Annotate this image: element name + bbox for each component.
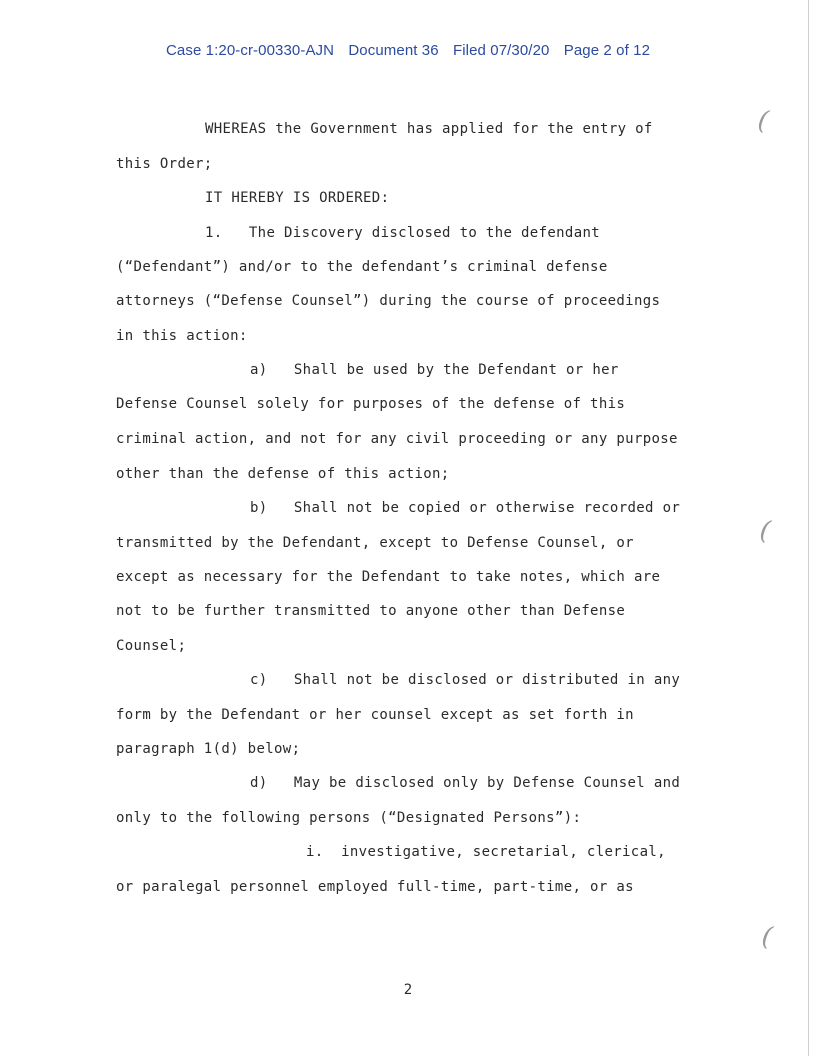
text-line: attorneys (“Defense Counsel”) during the course of proceedings bbox=[116, 293, 661, 309]
page-edge bbox=[808, 0, 809, 1056]
text-line: this Order; bbox=[116, 156, 213, 172]
text-line: or paralegal personnel employed full-time, part-time, or as bbox=[116, 879, 634, 895]
scan-mark-icon: ( bbox=[759, 921, 775, 953]
text-line: transmitted by the Defendant, except to Defense Counsel, or bbox=[116, 535, 634, 551]
text-line: IT HEREBY IS ORDERED: bbox=[205, 190, 390, 206]
text-line: Defense Counsel solely for purposes of the defense of this bbox=[116, 396, 626, 412]
text-line: (“Defendant”) and/or to the defendant’s criminal defense bbox=[116, 259, 608, 275]
case-number: Case 1:20-cr-00330-AJN bbox=[165, 42, 335, 59]
text-line: not to be further transmitted to anyone other than Defense bbox=[116, 603, 626, 619]
text-line: c) Shall not be disclosed or distributed in any bbox=[250, 672, 681, 688]
page-count: Page 2 of 12 bbox=[563, 42, 651, 59]
page-number: 2 bbox=[403, 982, 413, 998]
filed-date: Filed 07/30/20 bbox=[452, 42, 550, 59]
text-line: WHEREAS the Government has applied for the entry of bbox=[205, 121, 653, 137]
text-line: only to the following persons (“Designated Persons”): bbox=[116, 810, 582, 826]
text-line: a) Shall be used by the Defendant or her bbox=[250, 362, 619, 378]
text-line: form by the Defendant or her counsel except as set forth in bbox=[116, 707, 634, 723]
ecf-header bbox=[0, 42, 816, 59]
text-line: d) May be disclosed only by Defense Counsel and bbox=[250, 775, 681, 791]
scan-mark-icon: ( bbox=[755, 105, 771, 137]
text-line: other than the defense of this action; bbox=[116, 466, 450, 482]
document-number: Document 36 bbox=[348, 42, 439, 59]
text-line: in this action: bbox=[116, 328, 248, 344]
text-line: paragraph 1(d) below; bbox=[116, 741, 301, 757]
text-line: except as necessary for the Defendant to take notes, which are bbox=[116, 569, 661, 585]
scan-mark-icon: ( bbox=[757, 515, 773, 547]
text-line: criminal action, and not for any civil proceeding or any purpose bbox=[116, 431, 678, 447]
text-line: 1. The Discovery disclosed to the defendant bbox=[205, 225, 601, 241]
text-line: Counsel; bbox=[116, 638, 187, 654]
text-line: i. investigative, secretarial, clerical, bbox=[306, 844, 666, 860]
text-line: b) Shall not be copied or otherwise recorded or bbox=[250, 500, 681, 516]
